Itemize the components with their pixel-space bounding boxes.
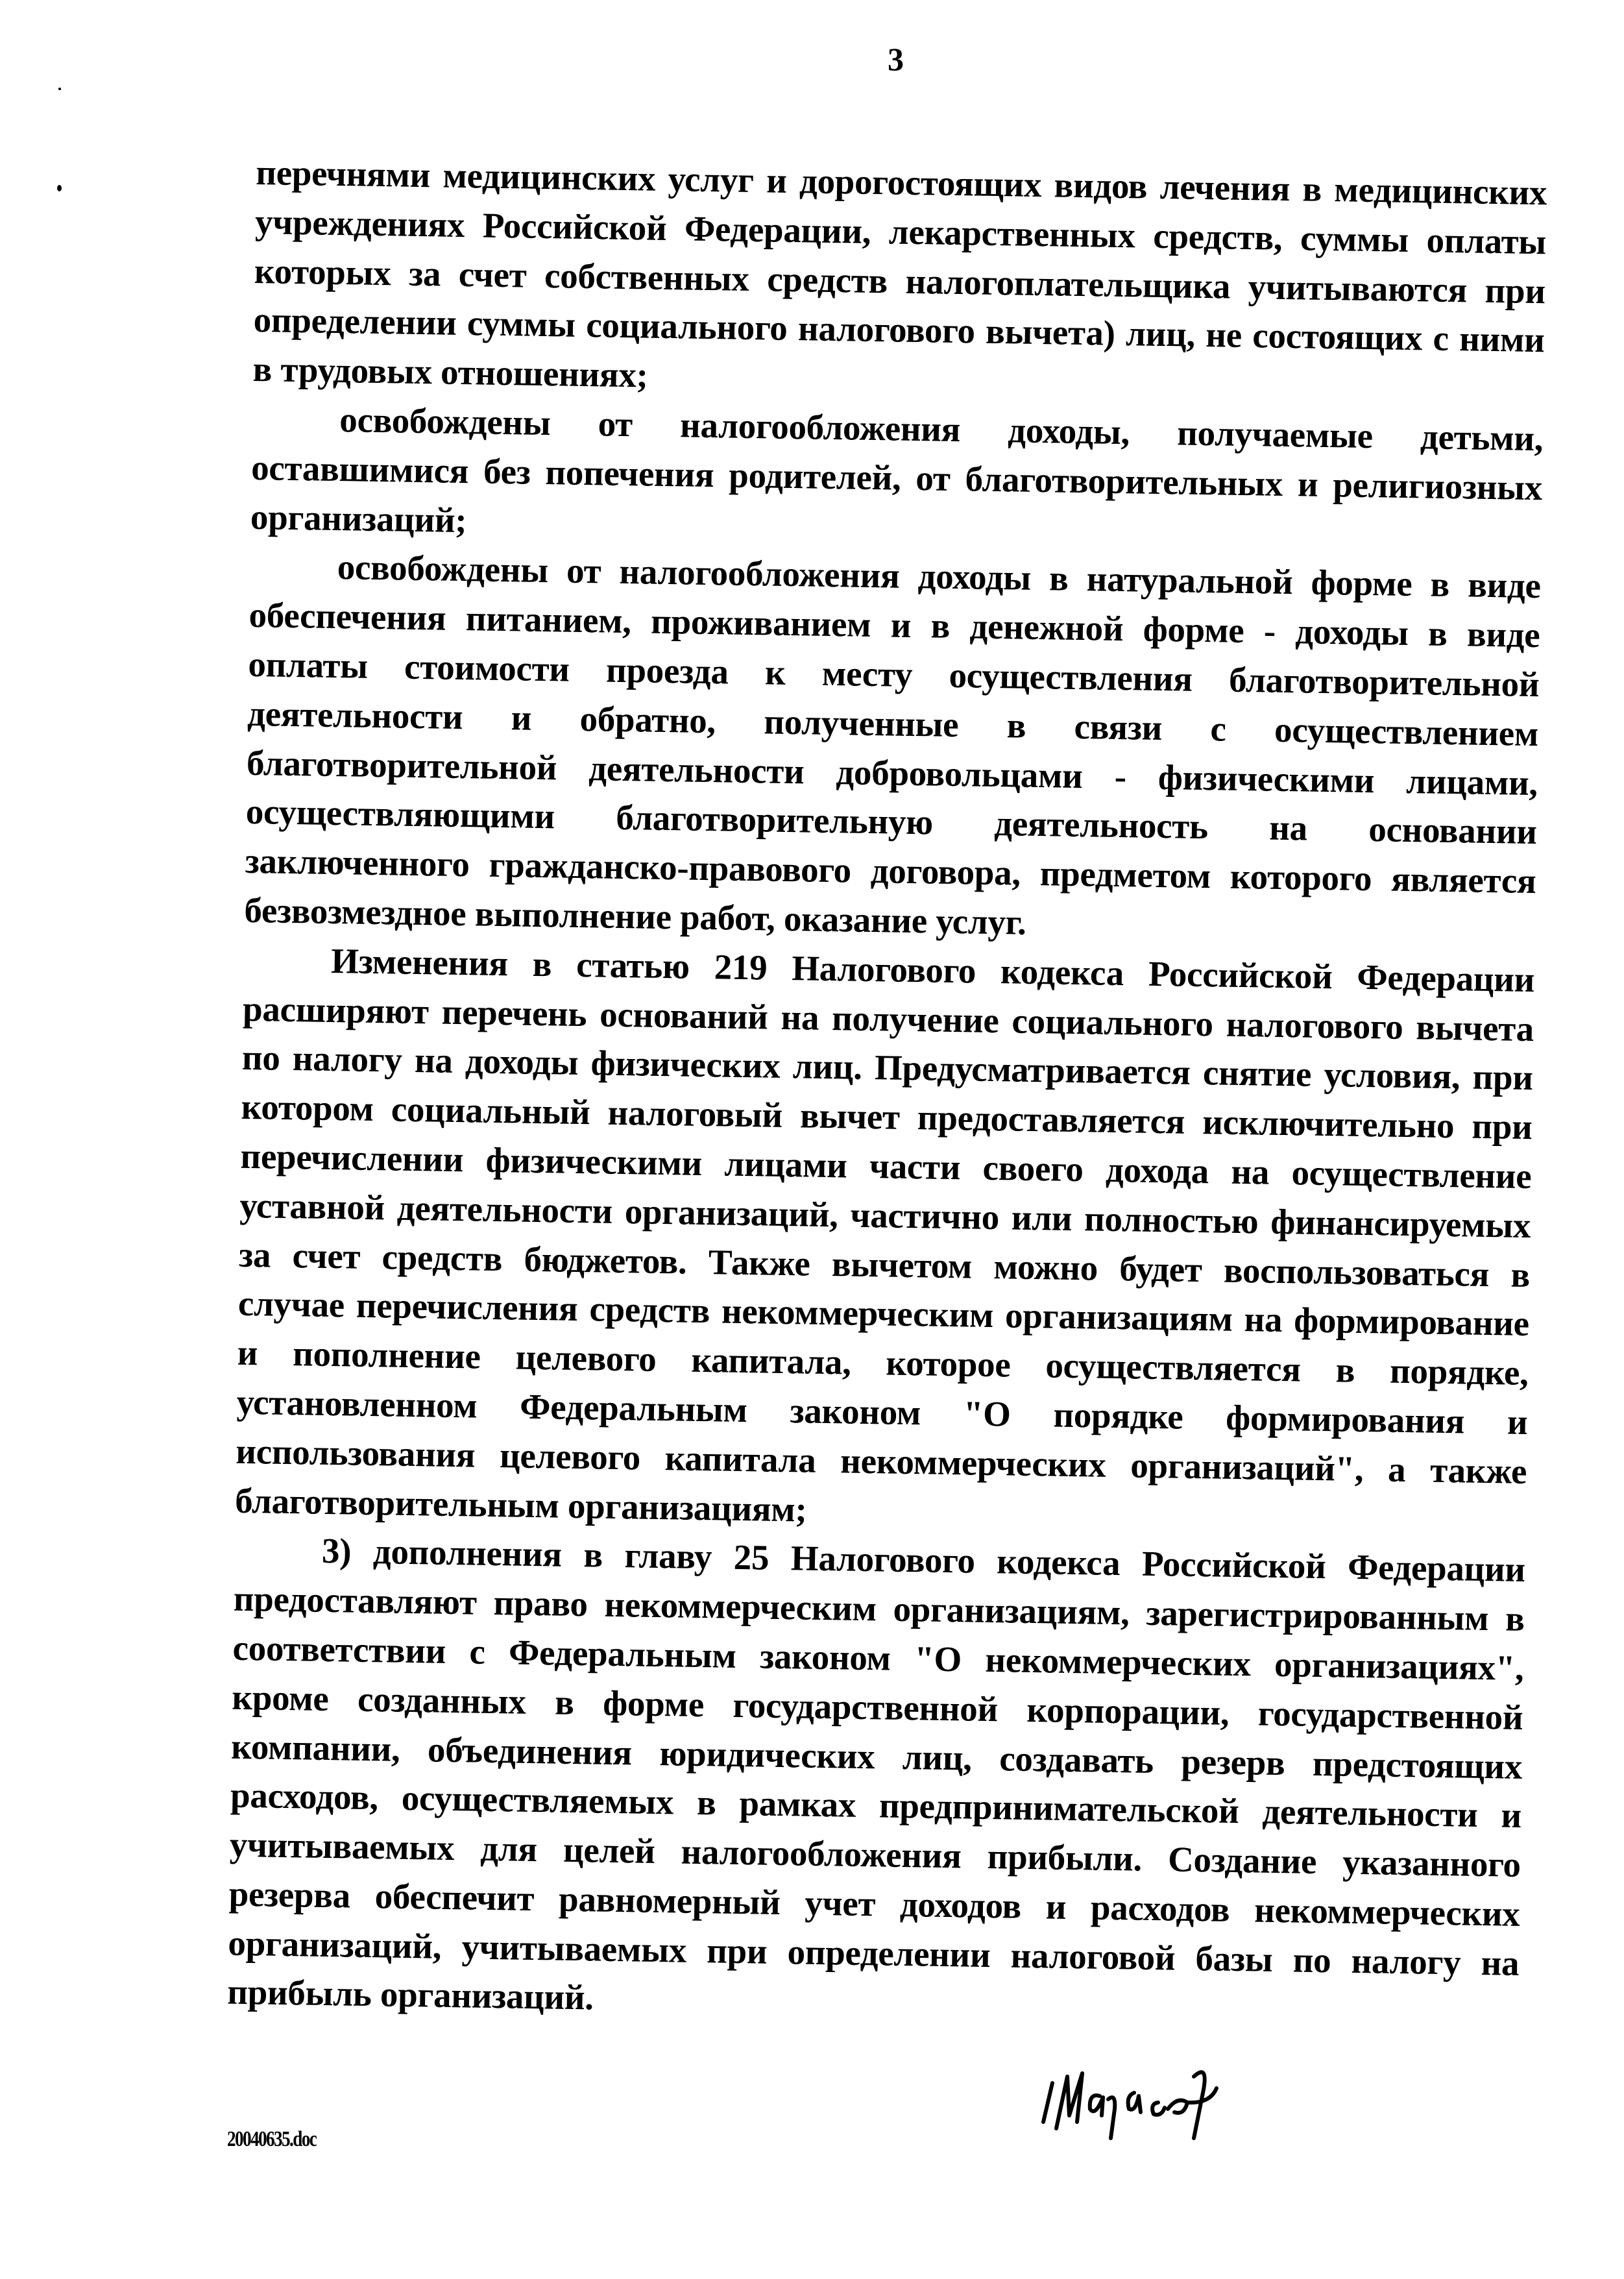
text-line: компании, объединения юридических лиц, создавать резерв предстоящих [230,1726,1523,1786]
text-line: расширяют перечень оснований на получение социального налогового вычета [242,988,1534,1049]
text-line: организаций, учитываемых при определении налоговой базы по налогу на [228,1923,1520,1983]
text-line: перечислении физическими лицами части своего дохода на осуществление [240,1136,1532,1196]
scan-speck [58,88,61,90]
text-line: заключенного гражданско-правового договора, предметом которого является [245,841,1536,901]
text-line: освобождены от налогообложения доходы, получаемые детьми, [339,400,1544,459]
text-line: учреждениях Российской Федерации, лекарственных средств, суммы оплаты [254,201,1547,262]
page-number: 3 [888,41,904,77]
text-line: и пополнение целевого капитала, которое осуществляется в порядке, [237,1332,1529,1393]
text-line: Изменения в статью 219 Налогового кодекса Российской Федерации [330,940,1535,999]
text-line: уставной деятельности организаций, частично или полностью финансируемых [239,1185,1531,1245]
text-line: за счет средств бюджетов. Также вычетом можно будет воспользоваться в [238,1234,1531,1295]
scan-speck [57,185,62,191]
text-line: определении суммы социального налогового вычета) лиц, не состоящих с ними [253,300,1545,360]
text-line: в трудовых отношениях; [252,349,649,395]
text-line: оплаты стоимости проезда к месту осуществления благотворительной [248,644,1540,705]
text-line: которых за счет собственных средств налогоплательщика учитываются при [254,250,1546,311]
text-line: кроме созданных в форме государственной корпорации, государственной [232,1677,1523,1737]
text-line: котором социальный налоговый вычет предоставляется исключительно при [241,1086,1533,1147]
text-line: по налогу на доходы физических лиц. Предусматривается снятие условия, при [241,1038,1534,1098]
text-line: безвозмездное выполнение работ, оказание услуг. [244,890,1027,942]
text-line: благотворительным организациям; [234,1480,808,1529]
handwritten-signature [1038,2057,1272,2148]
text-line: установленном Федеральным законом "О порядке формирования и [236,1382,1528,1442]
document-body [227,148,1547,2037]
text-line: осуществляющими благотворительную деятельность на основании [245,792,1538,852]
text-line: учитываемых для целей налогообложения прибыли. Создание указанного [229,1824,1521,1885]
text-line: соответствии с Федеральным законом "О некоммерческих организациях", [232,1627,1524,1688]
text-line: освобождены от налогообложения доходы в натуральной форме в виде [337,547,1542,606]
text-line: прибыль организаций. [226,1972,594,2017]
text-line: благотворительной деятельности добровольцами - физическими лицами, [246,742,1538,803]
text-line: перечнями медицинских услуг и дорогостоящих видов лечения в медицинских [255,152,1547,213]
text-line: организаций; [250,496,467,540]
document-filename: 20040635.doc [227,2127,317,2151]
text-line: предоставляют право некоммерческим организациям, зарегистрированным в [233,1578,1525,1639]
text-line: использования целевого капитала некоммерческих организаций", а также [235,1431,1527,1491]
text-line: расходов, осуществляемых в рамках предпринимательской деятельности и [230,1775,1522,1836]
text-line: обеспечения питанием, проживанием и в денежной форме - доходы в виде [248,595,1540,655]
text-line: 3) дополнения в главу 25 Налогового кодекса Российской Федерации [321,1531,1526,1590]
text-line: деятельности и обратно, полученные в связи с осуществлением [247,693,1539,753]
text-line: резерва обеспечит равномерный учет доходов и расходов некоммерческих [228,1873,1520,1934]
text-line: случае перечисления средств некоммерческим организациям на формирование [237,1284,1530,1344]
text-line: оставшимися без попечения родителей, от благотворительных и религиозных [250,447,1543,507]
